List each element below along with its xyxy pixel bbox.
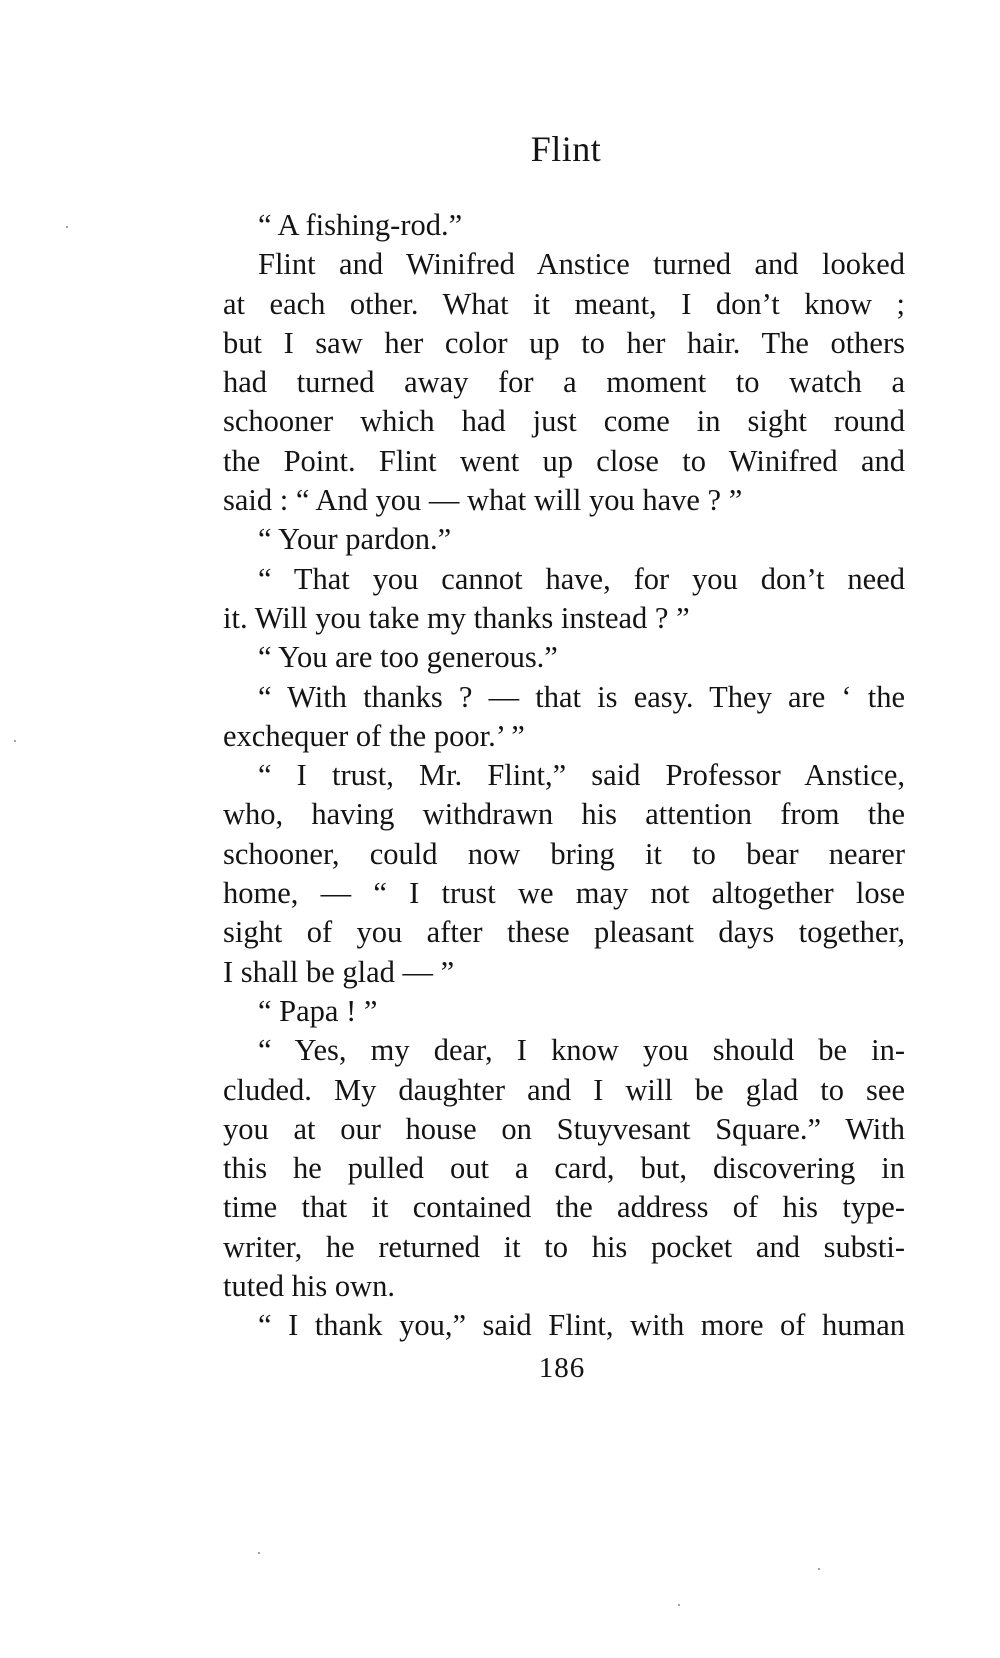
text-line: “ You are too generous.” xyxy=(258,640,558,675)
text-line: “ With thanks ? — that is easy. They are ‘ the xyxy=(258,679,905,714)
text-line: “ I thank you,” said Flint, with more of human xyxy=(258,1308,905,1343)
text-line: cluded. My daughter and I will be glad to see xyxy=(223,1072,905,1107)
text-line: the Point. Flint went up close to Winifred and xyxy=(223,443,905,478)
text-line: “ That you cannot have, for you don’t need xyxy=(258,561,905,596)
text-lines xyxy=(223,206,905,1346)
text-line: I shall be glad — ” xyxy=(223,954,455,989)
text-line: Flint and Winifred Anstice turned and looked xyxy=(258,247,905,282)
scan-speck xyxy=(14,740,16,742)
text-line: at each other. What it meant, I don’t know ; xyxy=(223,286,905,321)
text-line: but I saw her color up to her hair. The others xyxy=(223,325,905,360)
text-line: “ A fishing-rod.” xyxy=(258,208,463,242)
text-line: exchequer of the poor.’ ” xyxy=(223,718,525,753)
page-number: 186 xyxy=(538,1352,586,1384)
text-line: “ Papa ! ” xyxy=(258,993,378,1028)
text-line: home, — “ I trust we may not altogether lose xyxy=(223,876,905,911)
text-line: sight of you after these pleasant days together, xyxy=(223,915,905,950)
text-line: “ Yes, my dear, I know you should be in- xyxy=(258,1033,905,1068)
text-line: writer, he returned it to his pocket and substi- xyxy=(223,1229,905,1264)
text-line: who, having withdrawn his attention from the xyxy=(223,797,905,832)
text-line: schooner which had just come in sight round xyxy=(223,404,905,439)
text-line: tuted his own. xyxy=(223,1269,395,1304)
text-line: it. Will you take my thanks instead ? ” xyxy=(223,600,690,635)
scan-speck xyxy=(258,1552,260,1554)
body-text xyxy=(223,206,905,1346)
text-line: this he pulled out a card, but, discovering in xyxy=(223,1151,905,1186)
running-head: Flint xyxy=(530,129,602,169)
text-line: “ Your pardon.” xyxy=(258,522,452,557)
text-line: “ I trust, Mr. Flint,” said Professor Anstice, xyxy=(258,758,905,793)
scan-speck xyxy=(66,226,68,228)
text-line: schooner, could now bring it to bear nearer xyxy=(223,836,905,871)
text-line: time that it contained the address of his type- xyxy=(223,1190,905,1225)
text-line: you at our house on Stuyvesant Square.” With xyxy=(223,1111,905,1146)
scan-speck xyxy=(678,1604,680,1606)
text-line: had turned away for a moment to watch a xyxy=(223,365,905,400)
text-line: said : “ And you — what will you have ? ” xyxy=(223,483,743,518)
scan-speck xyxy=(818,1568,820,1570)
